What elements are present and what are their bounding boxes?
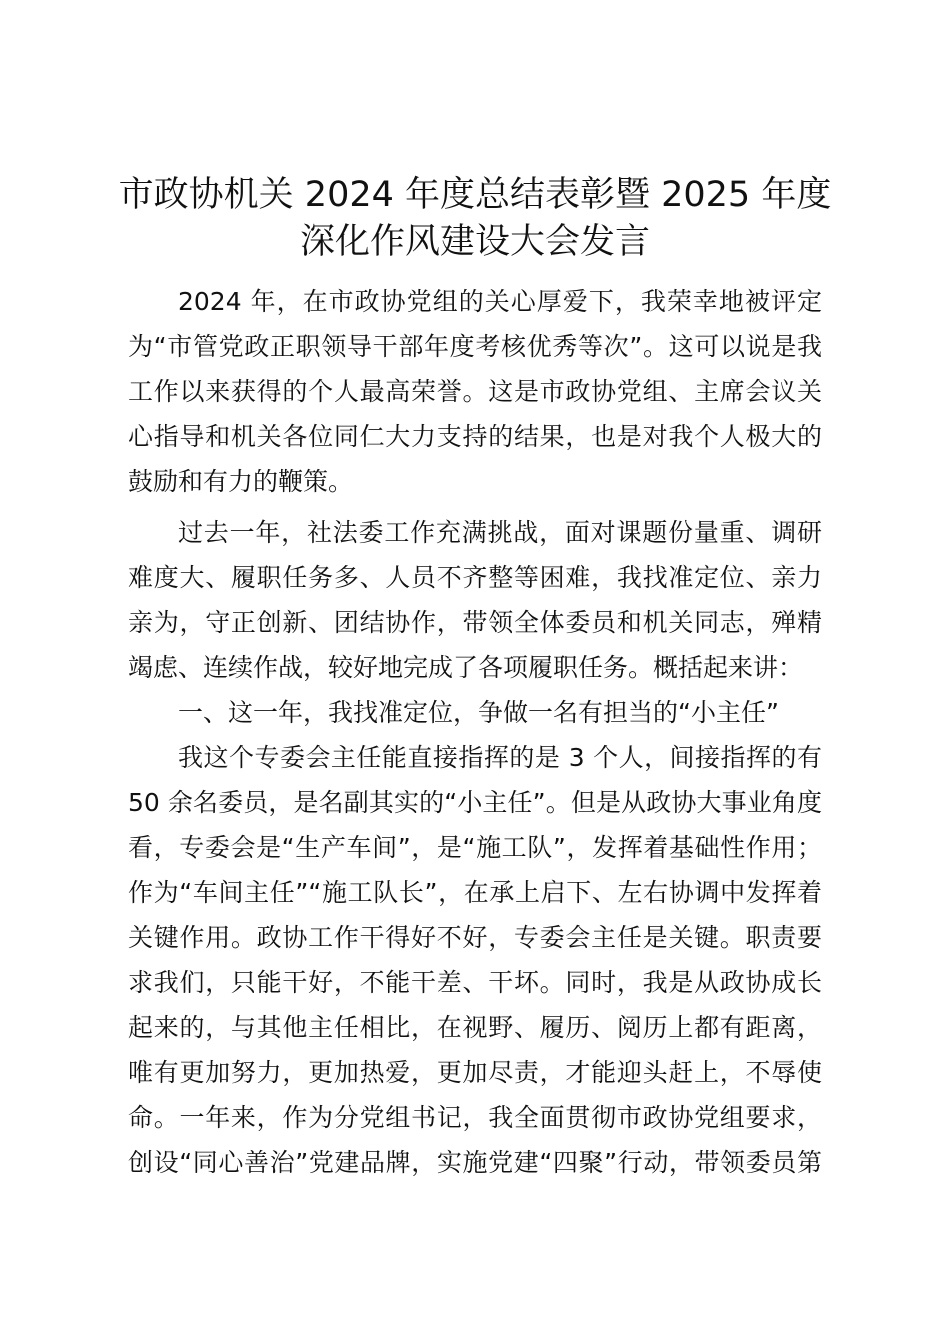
paragraph-line: 2024 年，在市政协党组的关心厚爱下，我荣幸地被评定 <box>178 287 822 316</box>
paragraph-line: 唯有更加努力，更加热爱，更加尽责，才能迎头赶上，不辱使 <box>128 1058 822 1087</box>
paragraph-line: 求我们，只能干好，不能干差、干坏。同时，我是从政协成长 <box>128 968 822 997</box>
paragraph-line: 亲为，守正创新、团结协作，带领全体委员和机关同志，殚精 <box>128 608 822 637</box>
paragraph-line: 创设“同心善治”党建品牌，实施党建“四聚”行动，带领委员第 <box>128 1148 822 1177</box>
paragraph-line: 工作以来获得的个人最高荣誉。这是市政协党组、主席会议关 <box>128 377 822 406</box>
paragraph-line: 心指导和机关各位同仁大力支持的结果，也是对我个人极大的 <box>128 422 822 451</box>
paragraph-line: 看，专委会是“生产车间”，是“施工队”，发挥着基础性作用； <box>128 833 822 862</box>
paragraph-2 <box>128 510 822 690</box>
paragraph-line: 鼓励和有力的鞭策。 <box>128 467 354 496</box>
title-line-1: 市政协机关 2024 年度总结表彰暨 2025 年度 <box>118 175 832 215</box>
paragraph-line: 竭虑、连续作战，较好地完成了各项履职任务。概括起来讲： <box>128 653 804 682</box>
paragraph-line: 我这个专委会主任能直接指挥的是 3 个人，间接指挥的有 <box>178 743 822 772</box>
document-title <box>100 172 850 266</box>
paragraph-1 <box>128 279 822 504</box>
section-heading: 一、这一年，我找准定位，争做一名有担当的“小主任” <box>178 698 779 727</box>
paragraph-line: 起来的，与其他主任相比，在视野、履历、阅历上都有距离， <box>128 1013 822 1042</box>
paragraph-line: 过去一年，社法委工作充满挑战，面对课题份量重、调研 <box>178 518 822 547</box>
paragraph-line: 作为“车间主任”“施工队长”，在承上启下、左右协调中发挥着 <box>128 878 822 907</box>
paragraph-line: 难度大、履职任务多、人员不齐整等困难，我找准定位、亲力 <box>128 563 822 592</box>
paragraph-line: 为“市管党政正职领导干部年度考核优秀等次”。这可以说是我 <box>128 332 822 361</box>
paragraph-line: 关键作用。政协工作干得好不好，专委会主任是关键。职责要 <box>128 923 822 952</box>
title-line-2: 深化作风建设大会发言 <box>299 222 650 262</box>
document-body <box>128 279 822 1185</box>
paragraph-line: 命。一年来，作为分党组书记，我全面贯彻市政协党组要求， <box>128 1103 822 1132</box>
paragraph-3 <box>128 735 822 1185</box>
paragraph-line: 50 余名委员，是名副其实的“小主任”。但是从政协大事业角度 <box>128 788 822 817</box>
